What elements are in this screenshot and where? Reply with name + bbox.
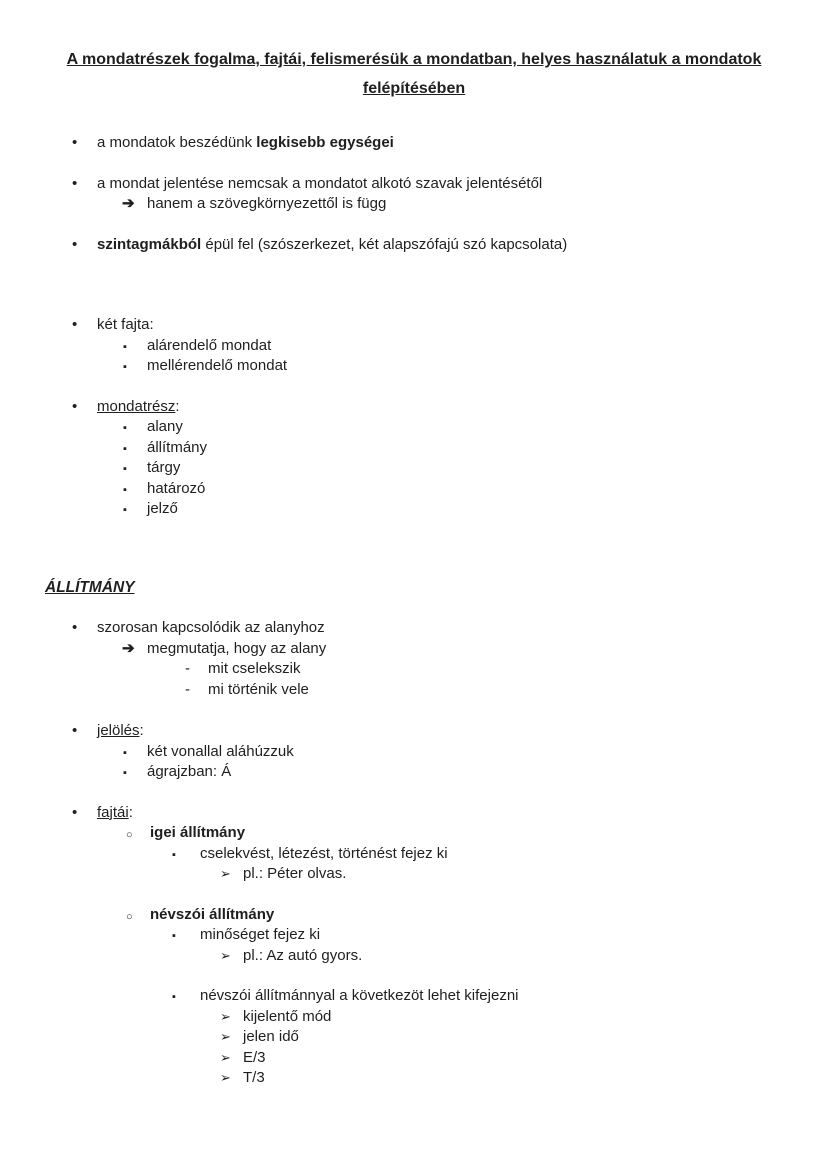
bullet-square-icon: ▪ <box>172 991 176 1003</box>
text-run: alárendelő mondat <box>147 336 272 354</box>
arrowhead-icon: ➢ <box>220 1008 231 1024</box>
list-item-nevszoi-extra <box>0 986 828 1007</box>
text-run: pl.: Az autó gyors. <box>243 946 363 964</box>
text-run: mit cselekszik <box>208 660 301 677</box>
text-run: két vonallal aláhúzzuk <box>147 742 294 760</box>
bullet-disc-icon: • <box>72 722 78 739</box>
list-item <box>0 356 828 377</box>
bullet-item-fajtai <box>0 803 828 824</box>
text-run: minőséget fejez ki <box>200 926 321 943</box>
text-run: tárgy <box>147 459 181 476</box>
example-item <box>0 1048 828 1069</box>
document-title-text: A mondatrészek fogalma, fajtái, felismerésük a mondatban, helyes használatuk a mondatok felépítésében <box>66 51 762 97</box>
bullet-square-icon: ▪ <box>123 340 127 353</box>
text-run: kijelentő mód <box>243 1007 332 1025</box>
list-item <box>0 438 828 459</box>
bullet-item-szintagma <box>0 235 828 256</box>
bullet-item-legkisebb <box>0 133 828 154</box>
sub-item-megmutatja <box>0 639 828 660</box>
arrowhead-icon: ➢ <box>220 1070 231 1085</box>
bullet-square-icon: ▪ <box>123 504 127 516</box>
bullet-circle-icon: ○ <box>126 829 133 841</box>
text-run: cselekvést, létezést, történést fejez ki <box>200 844 448 862</box>
text-run: épül fel (szószerkezet, két alapszófajú szó kapcsolata) <box>201 235 568 253</box>
bullet-square-icon: ▪ <box>123 746 127 759</box>
bullet-square-icon: ▪ <box>123 463 127 475</box>
text-run: a mondat jelentése nemcsak a mondatot alkotó szavak jelentésétől <box>97 174 543 192</box>
bullet-circle-icon: ○ <box>126 910 133 923</box>
example-item <box>0 1068 828 1089</box>
sub-item-szovegkornyezet <box>0 194 828 215</box>
text-run: : <box>128 803 133 821</box>
text-run: alany <box>147 418 183 435</box>
text-run-underlined: mondatrész <box>97 397 176 415</box>
bullet-square-icon: ▪ <box>123 483 127 496</box>
list-item <box>0 499 828 520</box>
text-run: : <box>175 397 180 415</box>
list-item <box>0 479 828 500</box>
text-run-bold: szintagmákból <box>97 235 202 253</box>
section-heading-allitmany: ÁLLÍTMÁNY <box>45 578 135 596</box>
example-item <box>0 946 828 967</box>
text-run: mellérendelő mondat <box>147 357 288 374</box>
bullet-disc-icon: • <box>72 316 78 333</box>
list-item <box>0 925 828 946</box>
circle-item-igei <box>0 823 828 844</box>
text-run-underlined: jelölés <box>97 722 140 739</box>
list-item <box>0 762 828 783</box>
bullet-square-icon: ▪ <box>123 422 127 434</box>
text-run: szorosan kapcsolódik az alanyhoz <box>97 619 325 636</box>
arrowhead-icon: ➢ <box>220 1029 231 1044</box>
text-run: jelen idő <box>243 1028 299 1045</box>
text-run-underlined: fajtái <box>97 803 129 821</box>
document-title <box>62 45 766 103</box>
bullet-item-ket-fajta <box>0 315 828 336</box>
bullet-disc-icon: • <box>72 397 78 415</box>
text-run: E/3 <box>243 1048 266 1066</box>
text-run: mi történik vele <box>208 680 309 698</box>
text-run-bold: névszói állítmány <box>150 905 275 923</box>
text-run: : <box>139 722 144 739</box>
bullet-item-jeloles <box>0 721 828 742</box>
bullet-item-mondatresz <box>0 397 828 418</box>
text-run: ágrajzban: Á <box>147 763 232 780</box>
text-run: pl.: Péter olvas. <box>243 865 347 882</box>
bullet-disc-icon: • <box>72 134 78 151</box>
text-run: két fajta: <box>97 316 154 333</box>
text-run-bold: legkisebb egységei <box>256 134 394 151</box>
example-item <box>0 1027 828 1048</box>
example-item <box>0 1007 828 1028</box>
bullet-disc-icon: • <box>72 803 78 821</box>
dash-icon: - <box>185 680 190 698</box>
dash-item <box>0 659 828 680</box>
list-item <box>0 742 828 763</box>
text-run: állítmány <box>147 438 208 456</box>
text-run: jelző <box>147 500 178 517</box>
arrow-icon: ➔ <box>122 195 135 212</box>
bullet-disc-icon: • <box>72 235 78 253</box>
text-run: határozó <box>147 479 206 497</box>
arrowhead-icon: ➢ <box>220 1049 231 1065</box>
bullet-square-icon: ▪ <box>123 361 127 373</box>
arrowhead-icon: ➢ <box>220 947 231 963</box>
dash-item <box>0 680 828 701</box>
bullet-square-icon: ▪ <box>123 442 127 455</box>
list-item <box>0 458 828 479</box>
list-item <box>0 844 828 865</box>
bullet-item-kapcsolodik <box>0 618 828 639</box>
circle-item-nevszoi <box>0 905 828 926</box>
list-item <box>0 417 828 438</box>
list-item <box>0 336 828 357</box>
bullet-item-jelentes <box>0 174 828 195</box>
bullet-square-icon: ▪ <box>172 848 176 861</box>
bullet-square-icon: ▪ <box>172 930 176 942</box>
arrowhead-icon: ➢ <box>220 866 231 881</box>
text-run: T/3 <box>243 1069 265 1086</box>
text-run-bold: igei állítmány <box>150 824 246 841</box>
text-run: hanem a szövegkörnyezettől is függ <box>147 195 387 212</box>
example-item <box>0 864 828 885</box>
bullet-disc-icon: • <box>72 174 78 192</box>
text-run: névszói állítmánnyal a következöt lehet kifejezni <box>200 987 519 1004</box>
arrow-icon: ➔ <box>122 639 135 657</box>
text-run: a mondatok beszédünk <box>97 134 257 151</box>
bullet-disc-icon: • <box>72 619 78 636</box>
bullet-square-icon: ▪ <box>123 767 127 779</box>
dash-icon: - <box>185 660 190 677</box>
text-run: megmutatja, hogy az alany <box>147 639 327 657</box>
